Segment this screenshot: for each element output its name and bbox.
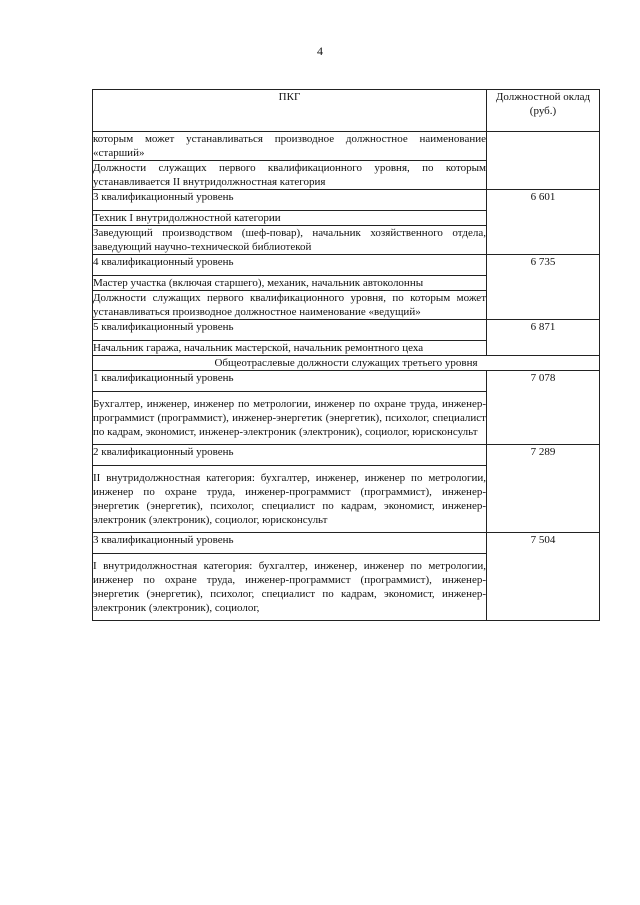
position-cell: Должности служащих первого квалификационного уровня, по которым может устанавливаться производное должностное наименование «ведущий» [93,292,486,318]
qualification-level: 3 квалификационный уровень [93,533,487,554]
qualification-level: 1 квалификационный уровень [93,371,487,392]
salary-value: 6 871 [487,320,600,356]
qualification-level: 4 квалификационный уровень [93,255,487,276]
salary-value: 6 601 [487,190,600,255]
position-cell: I внутридолжностная категория: бухгалтер, инженер, инженер по метрологии, инженер по охране труда, инженер-программист (программист), инженер-энергетик (энергетик), психолог, специалист по кадрам, экономист, инженер-электроник (электроник), социолог, [93,554,487,621]
position-cell: которым может устанавливаться производное должностное наименование «старший» [93,133,486,159]
salary-value: 7 504 [487,533,600,621]
salary-cell-empty [487,132,600,190]
salary-table [92,89,600,621]
position-cell: Бухгалтер, инженер, инженер по метрологии, инженер по охране труда, инженер-программист (программист), инженер-энергетик (энергетик), психолог, специалист по кадрам, экономист, инженер-электроник (электроник), социолог, юрисконсульт [93,392,487,445]
table-header-row [93,90,600,132]
salary-value: 6 735 [487,255,600,320]
position-cell: Техник I внутридолжностной категории [93,211,487,226]
salary-value: 7 289 [487,445,600,533]
qualification-level: 2 квалификационный уровень [93,445,487,466]
table-row [93,255,600,276]
qualification-level: 3 квалификационный уровень [93,190,487,211]
position-cell: Должности служащих первого квалификационного уровня, по которым устанавливается II внутридолжностная категория [93,162,486,188]
table-row [93,320,600,341]
table-row [93,132,600,161]
table-row [93,533,600,554]
qualification-level: 5 квалификационный уровень [93,320,487,341]
header-pkg: ПКГ [93,90,487,132]
position-cell: II внутридолжностная категория: бухгалтер, инженер, инженер по метрологии, инженер по охране труда, инженер-программист (программист), инженер-энергетик (энергетик), психолог, специалист по кадрам, экономист, инженер-электроник (электроник), социолог, юрисконсульт [93,466,487,533]
position-cell: Мастер участка (включая старшего), механик, начальник автоколонны [93,276,487,291]
table-row [93,371,600,392]
position-cell: Заведующий производством (шеф-повар), начальник хозяйственного отдела, заведующий научно-технической библиотекой [93,227,486,253]
position-cell: Начальник гаража, начальник мастерской, начальник ремонтного цеха [93,341,487,356]
header-salary: Должностной оклад (руб.) [487,90,600,132]
table-row [93,190,600,211]
table-row [93,445,600,466]
salary-value: 7 078 [487,371,600,445]
section-title: Общеотраслевые должности служащих третьего уровня [93,356,600,371]
page-number: 4 [317,44,323,58]
section-row [93,356,600,371]
